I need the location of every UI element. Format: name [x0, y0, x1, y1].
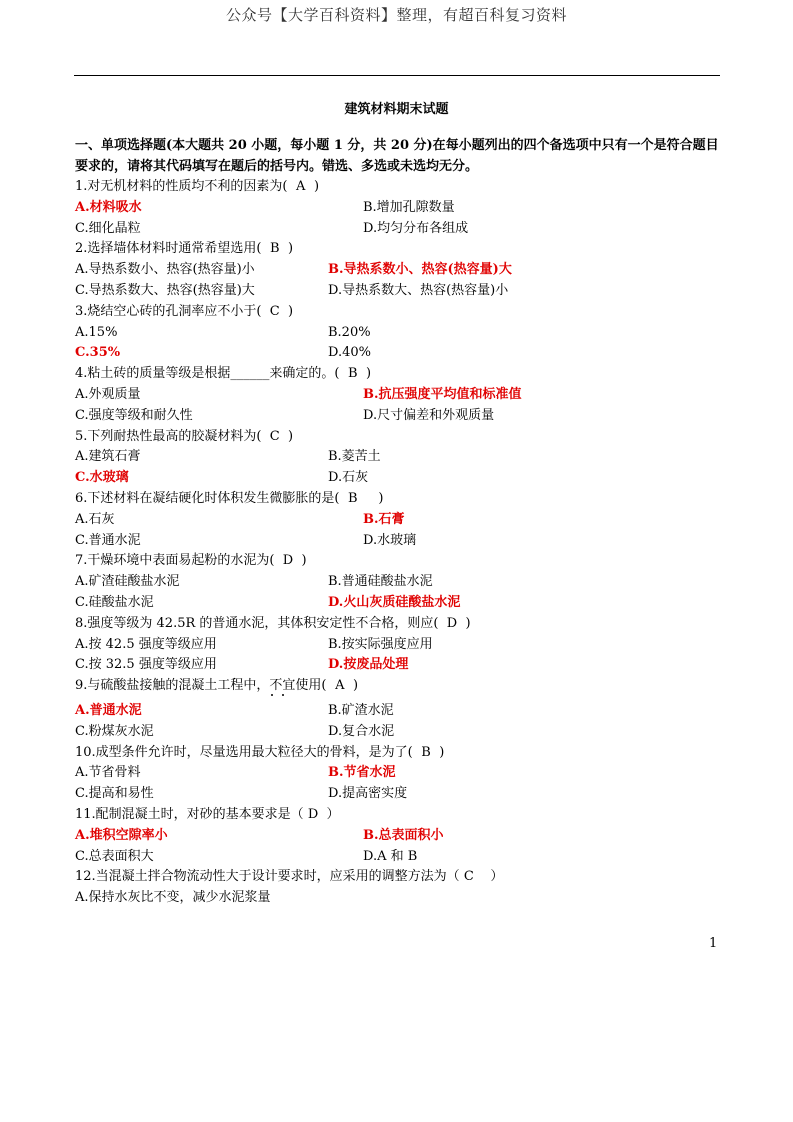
option-a: A.矿渣硅酸盐水泥 — [75, 574, 180, 590]
option-c: C.普通水泥 — [75, 532, 141, 548]
option-row — [75, 826, 725, 847]
option-a: A.15% — [75, 324, 118, 340]
answer-mark: D — [282, 553, 294, 569]
option-row — [75, 510, 725, 531]
option-c: C.细化晶粒 — [75, 220, 141, 236]
option-row — [75, 763, 725, 784]
option-row — [75, 281, 725, 302]
option-d: D.40% — [328, 345, 371, 361]
question-stem: 7.干燥环境中表面易起粉的水泥为( D ) — [75, 551, 725, 572]
option-row — [75, 531, 725, 552]
question-stem: 9.与硫酸盐接触的混凝土工程中，不宜使用( A ) — [75, 676, 725, 697]
option-row — [75, 572, 725, 593]
question-stem: 11.配制混凝土时，对砂的基本要求是（ D ） — [75, 805, 725, 826]
option-a: A.建筑石膏 — [75, 449, 141, 465]
question-stem: 3.烧结空心砖的孔洞率应不小于( C ) — [75, 302, 725, 323]
option-a: A.保持水灰比不变，减少水泥浆量 — [75, 890, 271, 906]
option-d: D.按废品处理 — [328, 657, 409, 673]
option-a: A.堆积空隙率小 — [75, 827, 168, 843]
option-b: B.抗压强度平均值和标准值 — [363, 386, 522, 402]
option-c: C.总表面积大 — [75, 848, 154, 864]
option-row — [75, 323, 725, 344]
option-c: C.按 32.5 强度等级应用 — [75, 657, 217, 673]
option-b: B.菱苦土 — [328, 449, 381, 465]
option-c: C.硅酸盐水泥 — [75, 594, 154, 610]
answer-mark: B — [347, 490, 358, 506]
option-row — [75, 219, 725, 240]
option-row — [75, 447, 725, 468]
option-d: D.导热系数大、热容(热容量)小 — [328, 282, 509, 298]
question-stem: 2.选择墙体材料时通常希望选用( B ) — [75, 239, 725, 260]
option-row — [75, 406, 725, 427]
option-d: D.火山灰质硅酸盐水泥 — [328, 594, 461, 610]
answer-mark: D — [307, 806, 319, 822]
option-d: D.石灰 — [328, 470, 369, 486]
option-row — [75, 655, 725, 676]
header-rule — [74, 75, 720, 76]
option-c: C.水玻璃 — [75, 470, 129, 486]
option-row — [75, 784, 725, 805]
answer-mark: B — [269, 241, 280, 257]
option-d: D.尺寸偏差和外观质量 — [363, 407, 495, 423]
question-stem: 5.下列耐热性最高的胶凝材料为( C ) — [75, 427, 725, 448]
option-b: B.矿渣水泥 — [328, 702, 394, 718]
answer-mark: C — [269, 303, 280, 319]
option-a: A.外观质量 — [75, 386, 141, 402]
option-row — [75, 847, 725, 868]
option-b: B.石膏 — [363, 511, 405, 527]
option-d: D.水玻璃 — [363, 532, 417, 548]
option-b: B.普通硅酸盐水泥 — [328, 574, 433, 590]
answer-mark: B — [347, 366, 358, 382]
option-c: C.粉煤灰水泥 — [75, 723, 154, 739]
option-b: B.增加孔隙数量 — [363, 199, 455, 215]
option-b: B.节省水泥 — [328, 765, 396, 781]
option-a: A.普通水泥 — [75, 702, 142, 718]
option-c: C.35% — [75, 345, 121, 361]
option-row — [75, 888, 725, 909]
option-row — [75, 635, 725, 656]
option-b: B.20% — [328, 324, 371, 340]
option-d: D.复合水泥 — [328, 723, 395, 739]
option-a: A.节省骨料 — [75, 765, 141, 781]
question-stem: 10.成型条件允许时，尽量选用最大粒径大的骨料，是为了( B ) — [75, 743, 725, 764]
emphasis-text: 不宜 — [269, 678, 296, 694]
option-row — [75, 385, 725, 406]
option-d: D.A 和 B — [363, 848, 418, 864]
option-row — [75, 722, 725, 743]
option-row — [75, 701, 725, 722]
question-stem: 1.对无机材料的性质均不利的因素为( A ) — [75, 177, 725, 198]
question-stem: 12.当混凝土拌合物流动性大于设计要求时，应采用的调整方法为（ C ） — [75, 867, 725, 888]
answer-mark: C — [463, 869, 474, 885]
answer-mark: C — [269, 428, 280, 444]
question-stem: 6.下述材料在凝结硬化时体积发生微膨胀的是( B ) — [75, 489, 725, 510]
answer-mark: A — [296, 179, 306, 194]
option-row — [75, 593, 725, 614]
option-c: C.提高和易性 — [75, 786, 154, 802]
question-stem: 4.粘土砖的质量等级是根据______来确定的。( B ) — [75, 364, 725, 385]
answer-mark: A — [335, 678, 345, 694]
option-a: A.导热系数小、热容(热容量)小 — [75, 262, 255, 278]
option-b: B.总表面积小 — [363, 827, 444, 843]
question-list — [75, 177, 725, 909]
option-a: A.按 42.5 强度等级应用 — [75, 636, 217, 652]
option-b: B.按实际强度应用 — [328, 636, 433, 652]
option-a: A.材料吸水 — [75, 199, 142, 215]
answer-mark: D — [446, 615, 458, 631]
answer-mark: B — [421, 744, 431, 760]
exam-title: 建筑材料期末试题 — [344, 102, 449, 117]
question-stem: 8.强度等级为 42.5R 的普通水泥，其体积安定性不合格，则应( D ) — [75, 614, 725, 635]
option-d: D.均匀分布各组成 — [363, 220, 469, 236]
option-c: C.导热系数大、热容(热容量)大 — [75, 282, 255, 298]
option-a: A.石灰 — [75, 511, 115, 527]
option-row — [75, 468, 725, 489]
option-b: B.导热系数小、热容(热容量)大 — [328, 262, 512, 278]
option-row — [75, 343, 725, 364]
option-row — [75, 198, 725, 219]
option-c: C.强度等级和耐久性 — [75, 407, 193, 423]
section-heading: 一、单项选择题(本大题共 20 小题，每小题 1 分，共 20 分)在每小题列出的四个备选项中只有一个是符合题目要求的，请将其代码填写在题后的括号内。错选、多选或未选均无分。 — [75, 138, 719, 174]
option-row — [75, 260, 725, 281]
option-d: D.提高密实度 — [328, 786, 408, 802]
page-header: 公众号【大学百科资料】整理，有超百科复习资料 — [225, 6, 567, 24]
page-number: 1 — [709, 936, 718, 951]
